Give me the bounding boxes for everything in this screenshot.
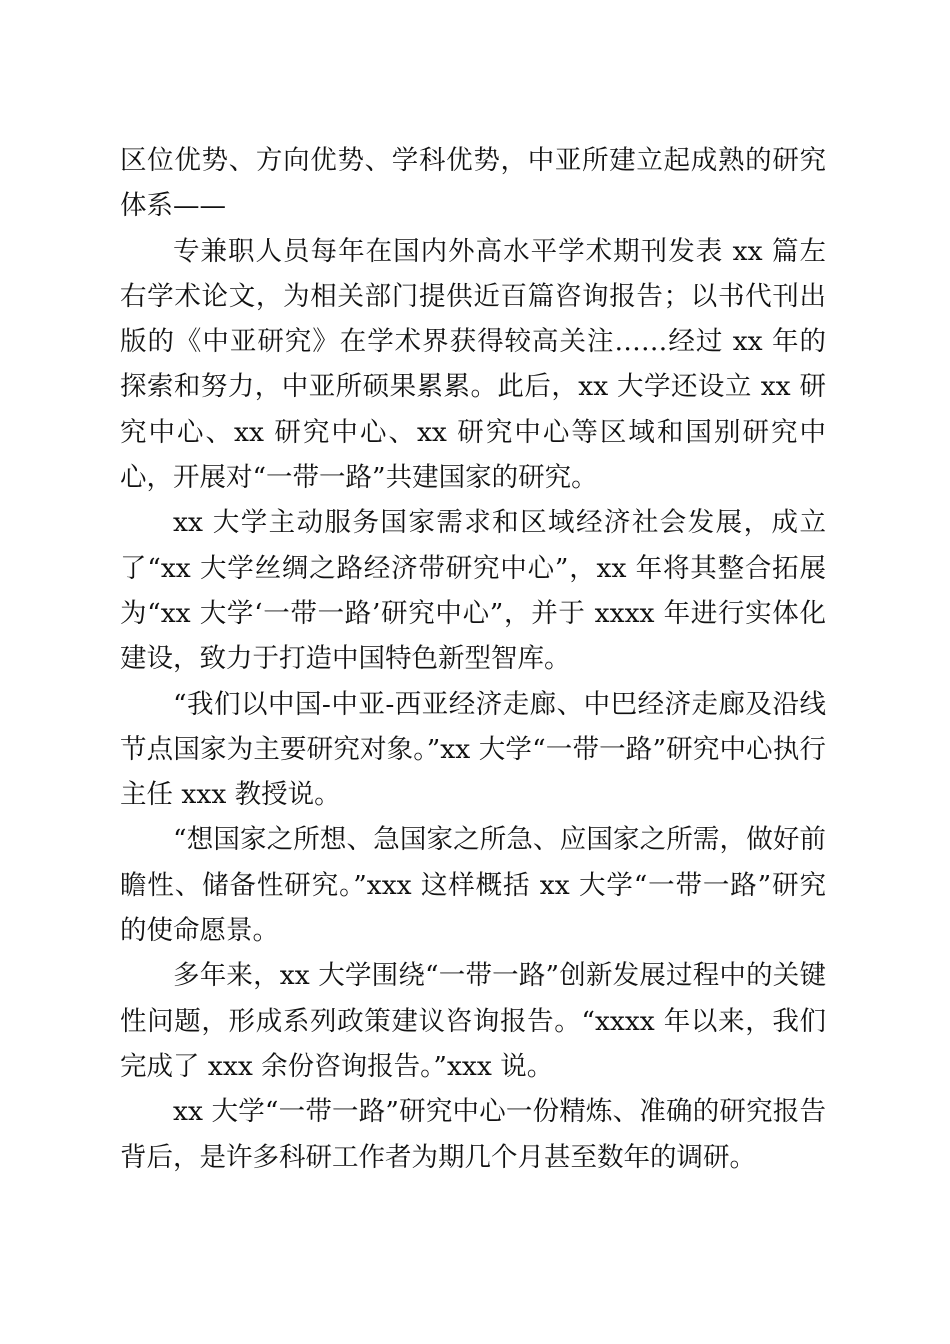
paragraph: 多年来，xx 大学围绕“一带一路”创新发展过程中的关键性问题，形成系列政策建议咨询报告。“xxxx 年以来，我们完成了 xxx 余份咨询报告。”xxx 说。 [120,960,826,1082]
paragraph: xx 大学“一带一路”研究中心一份精炼、准确的研究报告背后，是许多科研工作者为期几个月甚至数年的调研。 [120,1096,826,1173]
paragraph: 专兼职人员每年在国内外高水平学术期刊发表 xx 篇左右学术论文，为相关部门提供近百篇咨询报告；以书代刊出版的《中亚研究》在学术界获得较高关注……经过 xx 年的探索和努力，中亚所硕果累累。此后，xx 大学还设立 xx 研究中心、xx 研究中心、xx 研究中心等区域和国别研究中心，开展对“一带一路”共建国家的研究。 [120,235,826,494]
paragraph: “我们以中国-中亚-西亚经济走廊、中巴经济走廊及沿线节点国家为主要研究对象。”xx 大学“一带一路”研究中心执行主任 xxx 教授说。 [120,688,826,811]
paragraph: “想国家之所想、急国家之所急、应国家之所需，做好前瞻性、储备性研究。”xxx 这样概括 xx 大学“一带一路”研究的使命愿景。 [120,824,826,947]
document-body [120,138,826,1180]
paragraph-continued: 区位优势、方向优势、学科优势，中亚所建立起成熟的研究体系—— [120,145,826,222]
paragraph: xx 大学主动服务国家需求和区域经济社会发展，成立了“xx 大学丝绸之路经济带研究中心”，xx 年将其整合拓展为“xx 大学‘一带一路’研究中心”，并于 xxxx 年进行实体化建设，致力于打造中国特色新型智库。 [120,507,826,675]
